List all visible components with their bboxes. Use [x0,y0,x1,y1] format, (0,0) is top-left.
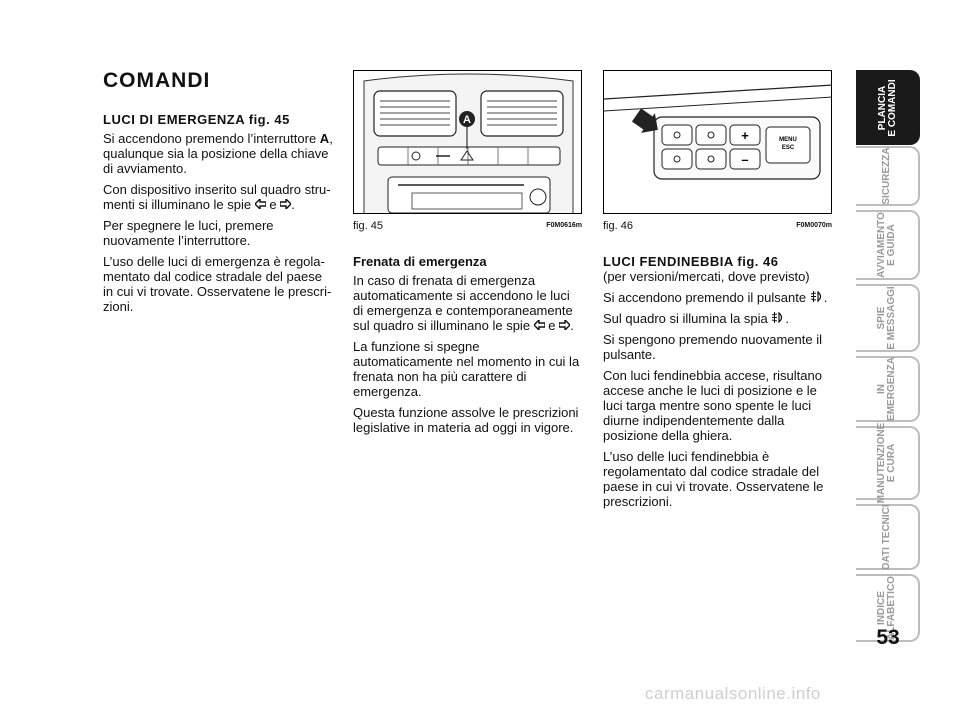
turn-right-indicator-icon [280,199,291,209]
emergency-heading: LUCI DI EMERGENZA fig. 45 [103,112,290,127]
section-title: COMANDI [103,69,211,92]
tab-sicurezza[interactable]: SICUREZZA [856,146,920,206]
menu-label: MENU [779,137,797,143]
watermark: carmanualsonline.info [645,684,821,703]
tab-avviamento-e-guida[interactable]: AVVIAMENTO E GUIDA [856,210,920,280]
emergency-braking-section [353,254,581,441]
braking-paragraph-3: Questa funzione assolve le prescrizioni legislative in materia ad oggi in vigore. [353,405,579,435]
fog-heading: LUCI FENDINEBBIA fig. 46 [603,254,779,269]
figure-46-code: F0M0070m [796,222,832,229]
tab-manutenzione-e-cura[interactable]: MANUTENZIONE E CURA [856,426,920,500]
emergency-paragraph-3: Per spegnere le luci, premere nuovamente l’interruttore. [103,218,274,248]
emergency-paragraph-2: Con dispositivo inserito sul quadro strumenti si illuminano le spie e . [103,182,331,212]
hazard-switch-illustration [354,71,582,214]
fog-lights-section [603,254,831,515]
front-fog-light-icon [771,312,785,323]
emergency-lights-section [103,112,335,320]
turn-left-indicator-icon [255,199,266,209]
emergency-paragraph-1: Si accendono premendo l’interruttore A, qualunque sia la posizione della chiave di avviamento. [103,131,333,176]
fog-paragraph-1: Si accendono premendo il pulsante . [603,290,828,305]
figure-marker-a: A [463,114,471,126]
figure-46-label: fig. 46 [603,220,633,232]
page-number: 53 [876,626,900,649]
fog-paragraph-2: Sul quadro si illumina la spia . [603,311,790,326]
figure-45-dashboard-vents [353,70,582,214]
plus-label: + [741,128,749,143]
tab-in-emergenza[interactable]: IN EMERGENZA [856,356,920,422]
turn-right-indicator-icon [559,320,570,330]
braking-heading: Frenata di emergenza [353,254,487,269]
turn-left-indicator-icon [534,320,545,330]
fog-light-switch-illustration [604,71,832,214]
fog-paragraph-5: L’uso delle luci fendinebbia è regolamentato dal codice stradale del paese in cui vi trovate. Osservatene le prescrizioni. [603,449,824,509]
figure-46-light-switch [603,70,832,214]
front-fog-light-icon [810,291,824,302]
figure-45-label: fig. 45 [353,220,383,232]
emergency-paragraph-4: L’uso delle luci di emergenza è regolamentato dal codice stradale del paese in cui vi trovate. Osservatene le prescrizioni. [103,254,332,314]
fog-paragraph-4: Con luci fendinebbia accese, risultano accese anche le luci di posizione e le luci targa mentre sono spente le luci diurne indipendentemente dalla posizione della ghiera. [603,368,822,443]
braking-paragraph-1: In caso di frenata di emergenza automaticamente si accendono le luci di emergenza e contemporaneamente sul quadro si illuminano le spie e . [353,273,574,333]
fog-subheading: (per versioni/mercati, dove previsto) [603,269,810,284]
tab-indice-alfabetico[interactable]: INDICE ALFABETICO [856,574,920,642]
tab-spie-e-messaggi[interactable]: SPIE E MESSAGGI [856,284,920,352]
figure-45-code: F0M0616m [546,222,582,229]
braking-paragraph-2: La funzione si spegne automaticamente nel momento in cui la frenata non ha più carattere di emergenza. [353,339,580,399]
tab-dati-tecnici[interactable]: DATI TECNICI [856,504,920,570]
esc-label: ESC [781,145,795,151]
tab-plancia-e-comandi[interactable]: PLANCIA E COMANDI [856,70,920,145]
fog-paragraph-3: Si spengono premendo nuovamente il pulsante. [603,332,822,362]
switch-key-label: A [319,131,330,146]
minus-label: – [741,152,749,167]
